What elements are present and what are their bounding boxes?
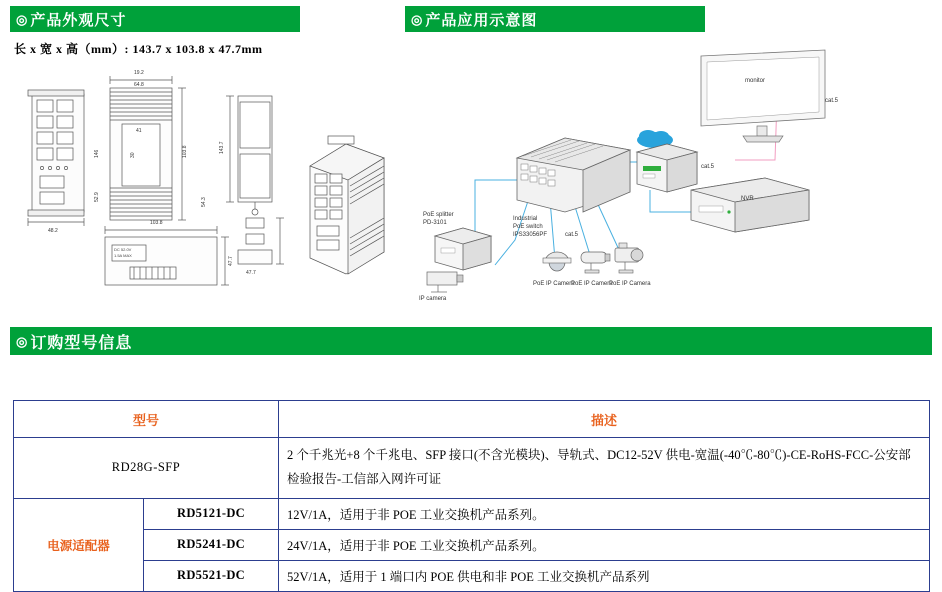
section-bullet-icon: ◎	[16, 333, 29, 349]
nvr-device	[691, 178, 809, 232]
poe-splitter-device	[637, 144, 697, 192]
poe-ip-camera-dome	[543, 252, 571, 271]
cable-cat5-label-1: cat.5	[565, 232, 579, 238]
label-bottom-width: 103.8	[150, 220, 163, 226]
label-side-inner: 30	[130, 152, 136, 158]
poe-ip-camera-bullet	[581, 252, 610, 273]
section-title-order: 订购型号信息	[30, 334, 133, 352]
application-diagram-group	[405, 40, 935, 300]
poe-ip-camera-ptz	[615, 243, 643, 273]
label-top-small: 64.8	[134, 82, 144, 88]
label-right-small: 54.3	[201, 197, 207, 207]
section-header-order	[10, 327, 932, 355]
cable-monitor-label: cat.5	[825, 98, 839, 104]
section-bullet-icon: ◎	[16, 11, 29, 27]
cell-desc-adapter-1: 12V/1A，适用于非 POE 工业交换机产品系列。	[279, 498, 930, 529]
section-header-dimensions	[10, 6, 300, 32]
label-left-height: 146	[94, 149, 100, 158]
table-row	[14, 438, 930, 499]
cell-desc-main: 2 个千兆光+8 个千兆电、SFP 接口(不含光模块)、导轨式、DC12-52V 供电-宽温(-40℃-80℃)-CE-RoHS-FCC-公安部检验报告-工信部入网许可证	[279, 438, 930, 499]
splitter-label-line1: PoE splitter	[423, 212, 454, 218]
splitter-label-line2: PD-3101	[423, 220, 447, 226]
order-info-table	[13, 400, 930, 592]
table-row	[14, 498, 930, 529]
label-box-line2: 1.5A MAX	[114, 253, 132, 258]
application-diagram-svg	[405, 40, 935, 300]
drawing-top-view	[110, 76, 186, 220]
drawing-front-view	[28, 90, 84, 226]
camera2-label: PoE IP Camera	[571, 281, 613, 287]
camera3-label: PoE IP Camera	[609, 281, 651, 287]
drawing-side-view	[226, 96, 284, 264]
label-box-line1: DC 52.0V	[114, 247, 132, 252]
pd-3101-splitter	[435, 228, 491, 270]
label-front-width: 48.2	[48, 228, 58, 234]
cell-model-main: RD28G-SFP	[14, 438, 279, 499]
switch-label-line1: Industrial	[513, 216, 538, 222]
label-left-small: 52.9	[94, 192, 100, 202]
label-depth: 47.7	[246, 270, 256, 276]
switch-label-line2: PoE switch	[513, 224, 543, 230]
monitor-label: monitor	[745, 78, 766, 84]
cell-desc-adapter-2: 24V/1A，适用于非 POE 工业交换机产品系列。	[279, 529, 930, 560]
ip-camera-label: IP camera	[419, 296, 447, 300]
label-side-mid: 41	[136, 128, 142, 134]
ip-camera-device	[427, 272, 463, 292]
switch-label-line3: IPS33056PF	[513, 232, 548, 238]
table-row	[14, 529, 930, 560]
label-top-depth: 19.2	[134, 70, 144, 76]
label-top-height: 103.8	[182, 145, 188, 158]
label-bottom-height: 47.7	[228, 256, 234, 266]
drawing-iso-view	[310, 136, 384, 274]
table-row	[14, 560, 930, 591]
label-side-height: 143.7	[219, 141, 225, 154]
section-title-dimensions: 产品外观尺寸	[30, 11, 127, 29]
section-bullet-icon: ◎	[411, 11, 424, 27]
cell-desc-adapter-3: 52V/1A，适用于 1 端口内 POE 供电和非 POE 工业交换机产品系列	[279, 560, 930, 591]
cell-model-adapter-3: RD5521-DC	[144, 560, 279, 591]
cell-model-adapter-1: RD5121-DC	[144, 498, 279, 529]
camera1-label: PoE IP Camera	[533, 281, 575, 287]
nvr-label: NVR	[741, 196, 754, 202]
mechanical-drawing-svg	[10, 62, 400, 292]
monitor-device	[701, 50, 825, 142]
section-title-application: 产品应用示意图	[425, 11, 538, 29]
section-header-application	[405, 6, 705, 32]
mechanical-drawing-group	[10, 62, 400, 292]
cell-model-adapter-2: RD5241-DC	[144, 529, 279, 560]
dimension-caption: 长 x 宽 x 高（mm）: 143.7 x 103.8 x 47.7mm	[14, 42, 263, 56]
table-header-model: 型号	[14, 401, 279, 438]
cable-cat5-label-2: cat.5	[701, 164, 715, 170]
table-header-desc: 描述	[279, 401, 930, 438]
table-header-row	[14, 401, 930, 438]
cell-adapter-group-label: 电源适配器	[14, 498, 144, 591]
industrial-poe-switch	[517, 138, 630, 212]
